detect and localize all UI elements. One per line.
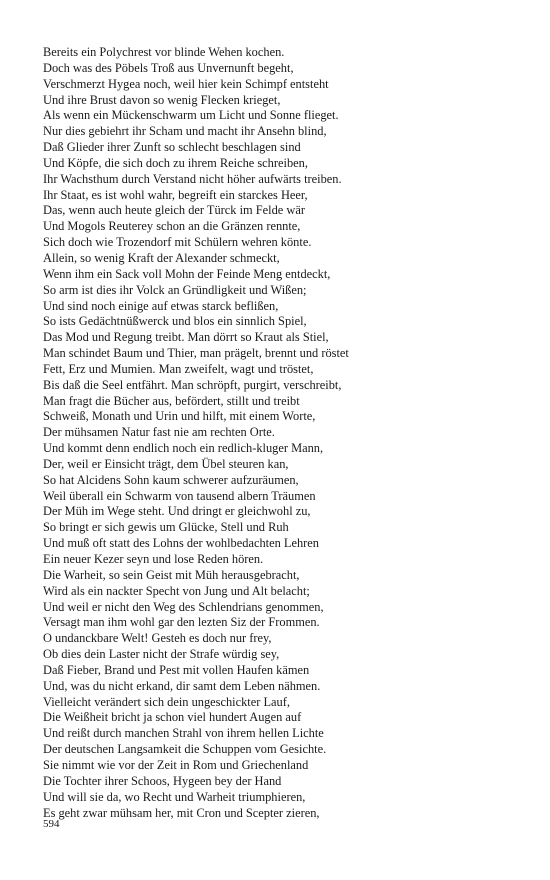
verse-line: Und ihre Brust davon so wenig Flecken krieget, <box>43 92 281 107</box>
verse-line: Das, wenn auch heute gleich der Türck im Felde wär <box>43 203 305 218</box>
verse-line: Bis daß die Seel entfährt. Man schröpft, purgirt, verschreibt, <box>43 377 342 392</box>
verse-line: Doch was des Pöbels Troß aus Unvernunft begeht, <box>43 60 294 75</box>
page-number: 594 <box>43 818 60 830</box>
verse-line: So bringt er sich gewis um Glücke, Stell und Ruh <box>43 520 289 535</box>
poem-text <box>43 45 523 821</box>
verse-line: Als wenn ein Mückenschwarm um Licht und Sonne flieget. <box>43 108 339 123</box>
verse-line: Man fragt die Bücher aus, befördert, stillt und treibt <box>43 393 300 408</box>
verse-line: Der deutschen Langsamkeit die Schuppen vom Gesichte. <box>43 742 327 757</box>
verse-line: Die Warheit, so sein Geist mit Müh herausgebracht, <box>43 567 300 582</box>
verse-line: Wird als ein nackter Specht von Jung und Alt belacht; <box>43 583 310 598</box>
verse-line: Daß Fieber, Brand und Pest mit vollen Haufen kämen <box>43 662 310 677</box>
verse-line: Ihr Wachsthum durch Verstand nicht höher aufwärts treiben. <box>43 171 342 186</box>
verse-line: Das Mod und Regung treibt. Man dörrt so Kraut als Stiel, <box>43 330 329 345</box>
verse-line: Nur dies gebiehrt ihr Scham und macht ihr Ansehn blind, <box>43 124 327 139</box>
verse-line: Der Müh im Wege steht. Und dringt er gleichwohl zu, <box>43 504 311 519</box>
verse-line: Schweiß, Monath und Urin und hilft, mit einem Worte, <box>43 409 316 424</box>
verse-line: Ihr Staat, es ist wohl wahr, begreift ein starckes Heer, <box>43 187 308 202</box>
verse-line: So hat Alcidens Sohn kaum schwerer aufzuräumen, <box>43 472 299 487</box>
verse-line: Weil überall ein Schwarm von tausend albern Träumen <box>43 488 316 503</box>
verse-line: Wenn ihm ein Sack voll Mohn der Feinde Meng entdeckt, <box>43 266 331 281</box>
verse-line: O undanckbare Welt! Gesteh es doch nur frey, <box>43 631 272 646</box>
verse-line: Sich doch wie Trozendorf mit Schülern wehren könte. <box>43 235 312 250</box>
verse-line: Allein, so wenig Kraft der Alexander schmeckt, <box>43 250 280 265</box>
verse-line: Und sind noch einige auf etwas starck beflißen, <box>43 298 279 313</box>
verse-line: Und reißt durch manchen Strahl von ihrem hellen Lichte <box>43 726 324 741</box>
verse-line: Ein neuer Kezer seyn und lose Reden hören. <box>43 552 264 566</box>
verse-line: Und Mogols Reuterey schon an die Gränzen rennte, <box>43 219 301 234</box>
verse-line: Und, was du nicht erkand, dir samt dem Leben nähmen. <box>43 678 321 693</box>
verse-line: Daß Glieder ihrer Zunft so schlecht beschlagen sind <box>43 140 301 155</box>
verse-line: Man schindet Baum und Thier, man prägelt, brennt und röstet <box>43 346 349 361</box>
verse-line: Die Weißheit bricht ja schon viel hundert Augen auf <box>43 710 302 725</box>
verse-line: Bereits ein Polychrest vor blinde Wehen kochen. <box>43 45 285 59</box>
verse-line: Und weil er nicht den Weg des Schlendrians genommen, <box>43 599 324 614</box>
verse-line: Der, weil er Einsicht trägt, dem Übel steuren kan, <box>43 456 289 471</box>
verse-line: Vielleicht verändert sich dein ungeschickter Lauf, <box>43 694 290 709</box>
verse-line: Es geht zwar mühsam her, mit Cron und Scepter zieren, <box>43 805 320 820</box>
verse-line: Der mühsamen Natur fast nie am rechten Orte. <box>43 425 275 440</box>
verse-line: Fett, Erz und Mumien. Man zweifelt, wagt und tröstet, <box>43 361 314 376</box>
verse-line: Die Tochter ihrer Schoos, Hygeen bey der Hand <box>43 773 282 788</box>
verse-line: Und kommt denn endlich noch ein redlich-kluger Mann, <box>43 441 324 456</box>
verse-line: Und will sie da, wo Recht und Warheit triumphieren, <box>43 789 306 804</box>
verse-line: Sie nimmt wie vor der Zeit in Rom und Griechenland <box>43 757 309 772</box>
verse-line: So ists Gedächtnüßwerck und blos ein sinnlich Spiel, <box>43 314 307 329</box>
verse-line: Versagt man ihm wohl gar den lezten Siz der Frommen. <box>43 615 320 630</box>
verse-line: Ob dies dein Laster nicht der Strafe würdig sey, <box>43 647 280 662</box>
verse-line: Und muß oft statt des Lohns der wohlbedachten Lehren <box>43 536 319 551</box>
verse-line: Und Köpfe, die sich doch zu ihrem Reiche schreiben, <box>43 155 308 170</box>
verse-line: So arm ist dies ihr Volck an Gründligkeit und Wißen; <box>43 282 307 297</box>
verse-line: Verschmerzt Hygea noch, weil hier kein Schimpf entsteht <box>43 76 329 91</box>
